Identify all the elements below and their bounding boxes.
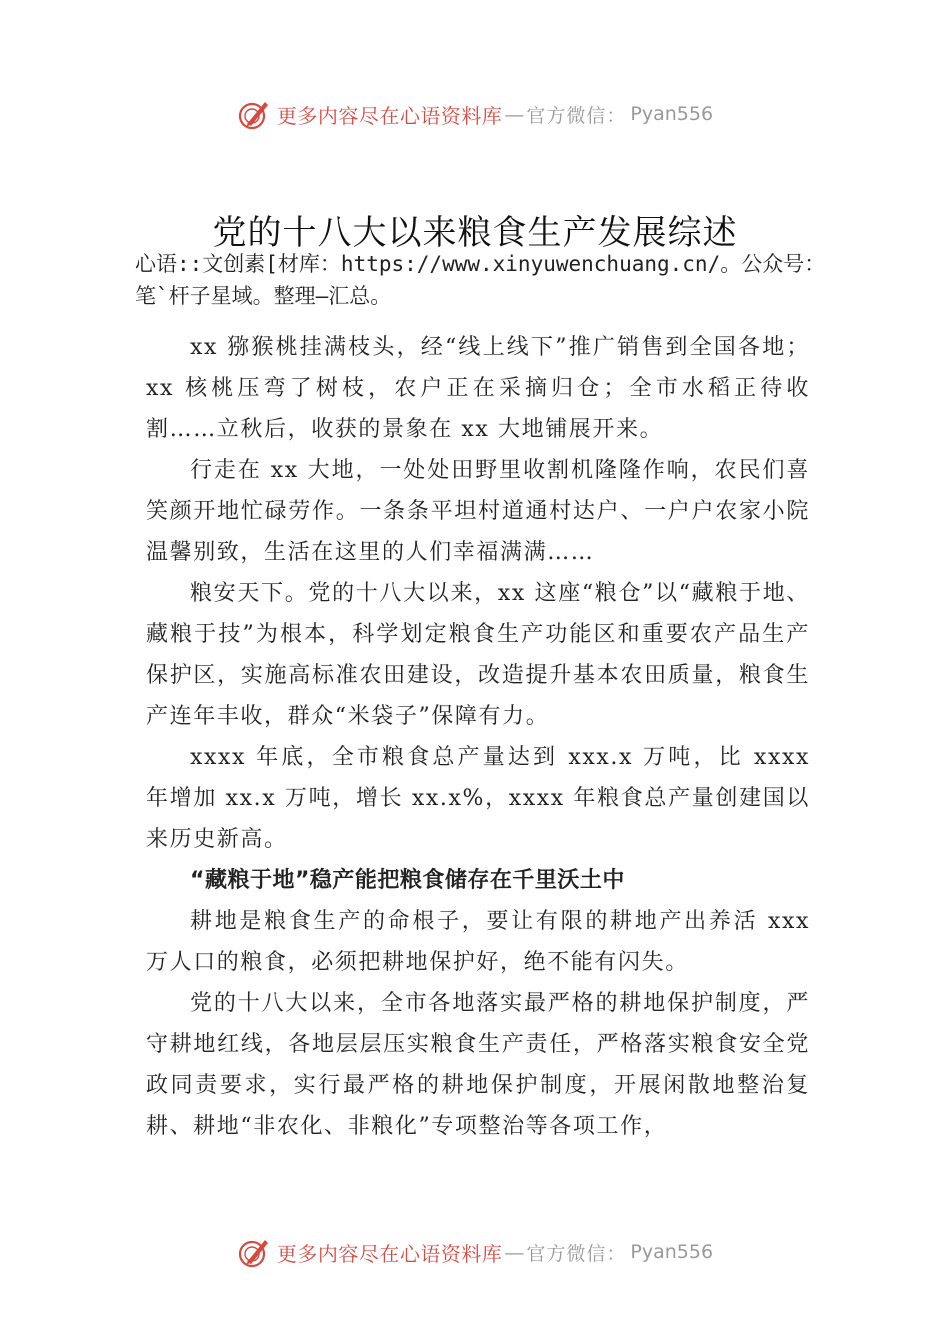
banner-wechat-id: Pyan556 <box>630 1241 714 1263</box>
banner-main-text: 更多内容尽在心语资料库 <box>276 103 503 128</box>
banner-separator: — <box>504 102 525 126</box>
paragraph: 粮安天下。党的十八大以来，xx 这座“粮仓”以“藏粮于地、藏粮于技”为根本，科学划定粮食生产功能区和重要农产品生产保护区，实施高标准农田建设，改造提升基本农田质量，粮食生产连年丰收，群众“米袋子”保障有力。 <box>146 581 810 729</box>
banner-wechat-label: 官方微信： <box>526 1242 627 1265</box>
banner-separator: — <box>504 1240 525 1264</box>
paragraph: xxxx 年底，全市粮食总产量达到 xxx.x 万吨，比 xxxx 年增加 xx.x 万吨，增长 xx.x%，xxxx 年粮食总产量创建国以来历史新高。 <box>146 745 810 852</box>
quill-seal-icon <box>237 97 271 131</box>
banner-wechat-id: Pyan556 <box>630 103 714 125</box>
document-title: 党的十八大以来粮食生产发展综述 <box>212 213 738 253</box>
banner-wechat-label: 官方微信： <box>526 104 627 127</box>
paragraph: 耕地是粮食生产的命根子，要让有限的耕地产出养活 xxx 万人口的粮食，必须把耕地保护好，绝不能有闪失。 <box>146 909 810 975</box>
paragraph: 行走在 xx 大地，一处处田野里收割机隆隆作响，农民们喜笑颜开地忙碌劳作。一条条平坦村道通村达户、一户户农家小院温馨别致，生活在这里的人们幸福满满…… <box>146 458 810 565</box>
paragraph: 党的十八大以来，全市各地落实最严格的耕地保护制度，严守耕地红线，各地层层压实粮食生产责任，严格落实粮食安全党政同责要求，实行最严格的耕地保护制度，开展闲散地整治复耕、耕地“非农化、非粮化”专项整治等各项工作， <box>146 991 810 1139</box>
header-banner <box>0 92 950 136</box>
section-heading: “藏粮于地”稳产能把粮食储存在千里沃土中 <box>190 868 625 893</box>
banner-main-text: 更多内容尽在心语资料库 <box>276 1241 503 1266</box>
quill-seal-icon <box>237 1235 271 1269</box>
source-line: 心语::文创素[材库：https://www.xinyuwenchuang.cn/。公众号：笔`杆子星域。整理—汇总。 <box>135 252 826 308</box>
paragraph: xx 猕猴桃挂满枝头，经“线上线下”推广销售到全国各地；xx 核桃压弯了树枝，农户正在采摘归仓；全市水稻正待收割……立秋后，收获的景象在 xx 大地铺展开来。 <box>146 335 810 442</box>
document-body <box>146 327 810 1147</box>
footer-banner <box>0 1230 950 1274</box>
